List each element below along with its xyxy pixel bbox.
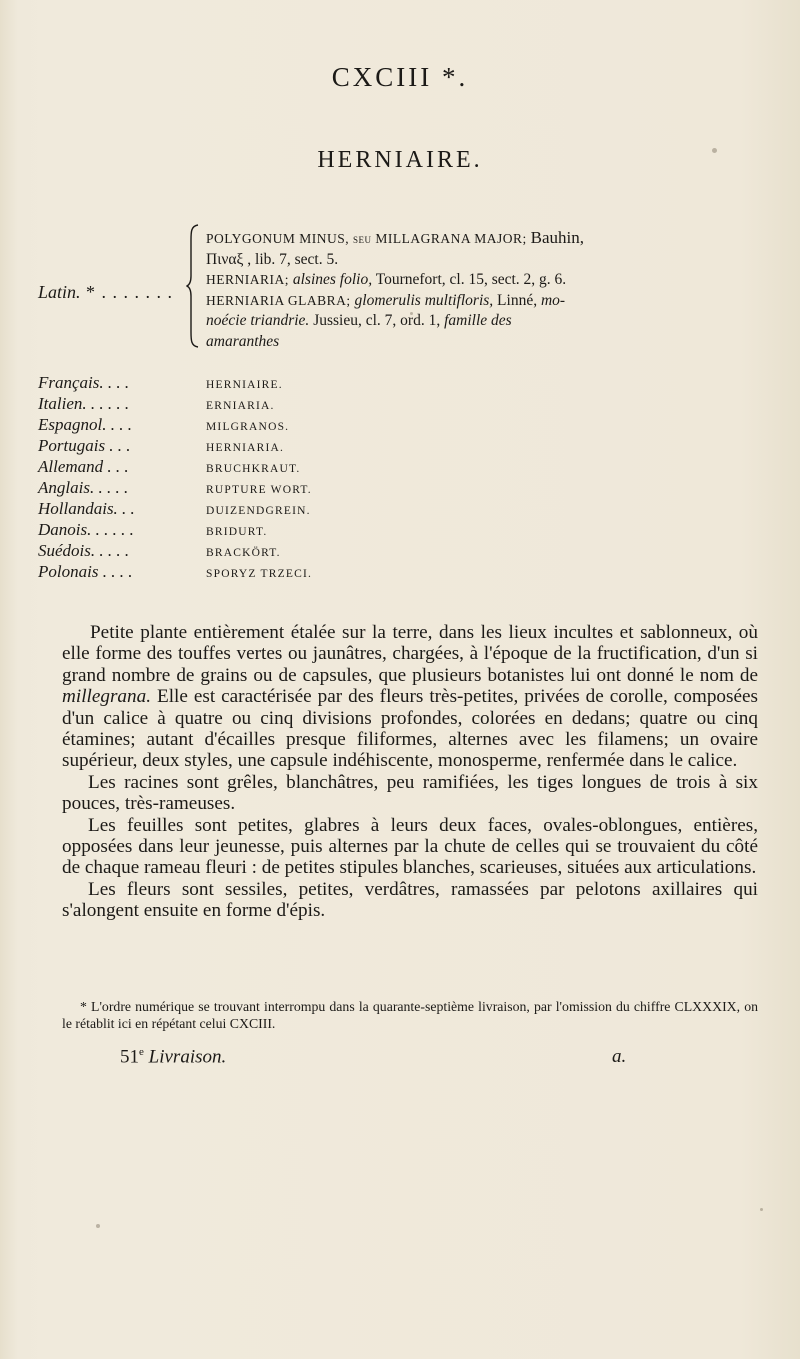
list-item: [38, 414, 458, 435]
latin-synonym: POLYGONUM MINUS, seu MILLAGRANA MAJOR;: [206, 231, 531, 246]
latin-epithet: glomerulis multifloris,: [354, 291, 494, 309]
language-label: Polonais . . . .: [38, 562, 133, 581]
latin-line: [206, 250, 766, 271]
vernacular-name: ERNIARIA.: [206, 400, 275, 412]
paper-speck: [410, 312, 413, 315]
latin-epithet: mo-: [540, 291, 566, 309]
latin-label: [38, 282, 173, 303]
signature-mark: a.: [612, 1046, 627, 1067]
latin-epithet: alsines folio,: [292, 271, 373, 288]
livraison-footer: [120, 1046, 226, 1068]
livraison-number: 51: [120, 1046, 139, 1068]
latin-line: [206, 332, 766, 353]
list-item: [38, 540, 458, 561]
latin-reference: Πιναξ , lib. 7, sect. 5.: [206, 250, 339, 268]
vernacular-name: BRUCHKRAUT.: [206, 463, 301, 475]
latin-synonym: HERNIARIA GLABRA;: [206, 292, 355, 308]
latin-epithet: noécie triandrie.: [206, 312, 310, 329]
language-label: Portugais . . .: [38, 436, 131, 455]
brace-icon: [186, 224, 200, 348]
language-label: Allemand . . .: [38, 457, 129, 476]
latin-line: [206, 228, 766, 250]
vernacular-names-list: [38, 372, 458, 582]
paragraph: [62, 622, 758, 772]
list-item: [38, 477, 458, 498]
list-item: [38, 519, 458, 540]
livraison-number-suffix: e: [139, 1046, 144, 1058]
vernacular-name: HERNIARIA.: [206, 442, 285, 454]
vernacular-name: SPORYZ TRZECI.: [206, 568, 313, 580]
vernacular-name: BRACKÖRT.: [206, 547, 281, 559]
paragraph-text: Elle est caractérisée par des fleurs très-petites, privées de corolle, composées d'un calice à quatre ou cinq divisions profondes, colorées en dedans; quatre ou cinq étamines; autant d'écailles presque filiformes, alternes avec les filamens; un ovaire supérieur, deux styles, une capsule indéhiscente, monosperme, renfermée dans le calice.: [62, 686, 758, 772]
livraison-label: Livraison.: [148, 1046, 227, 1068]
paragraph: Les feuilles sont petites, glabres à leurs deux faces, ovales-oblongues, entières, opposées dans leur jeunesse, puis alternes par la chute de celles qui se trouvaient du côté de chaque rameau fleuri : de petites stipules blanches, scarieuses, situées aux articulations.: [62, 814, 758, 879]
vernacular-name: MILGRANOS.: [206, 421, 290, 433]
vernacular-name: BRIDURT.: [206, 526, 268, 538]
latin-label-text: Latin.: [38, 282, 81, 302]
language-label: Hollandais. . .: [38, 499, 135, 518]
list-item: [38, 393, 458, 414]
page-title: HERNIAIRE.: [317, 147, 483, 173]
paper-speck: [96, 1224, 100, 1228]
latin-reference: Linné,: [493, 291, 541, 309]
latin-reference: Tournefort, cl. 15, sect. 2, g. 6.: [372, 271, 567, 288]
italic-term: millegrana.: [62, 686, 152, 708]
paper-speck: [712, 148, 717, 153]
paper-speck: [760, 1208, 763, 1211]
latin-line: [206, 291, 766, 312]
language-label: Suédois. . . . .: [38, 541, 130, 560]
latin-line: [206, 311, 766, 332]
paragraph-text: Petite plante entièrement étalée sur la terre, dans les lieux incultes et sablonneux, où elle forme des touffes vertes ou jaunâtres, chargées, à l'époque de la fructification, d'un si grand nombre de grains ou de capsules, que plusieurs botanistes lui ont donné le nom de: [62, 622, 758, 686]
vernacular-name: RUPTURE WORT.: [206, 484, 312, 496]
list-item: [38, 498, 458, 519]
list-item: [38, 561, 458, 582]
language-label: Danois. . . . . .: [38, 520, 134, 539]
latin-leader-dots: * . . . . . . .: [80, 282, 174, 302]
list-item: [38, 456, 458, 477]
list-item: [38, 435, 458, 456]
latin-epithet: amaranthes: [206, 332, 280, 350]
language-label: Français. . . .: [38, 373, 130, 392]
latin-synonym: HERNIARIA;: [206, 272, 293, 287]
language-label: Espagnol. . . .: [38, 415, 132, 434]
plate-number: CXCIII *.: [331, 62, 469, 92]
language-label: Italien. . . . . .: [38, 394, 130, 413]
paragraph: Les racines sont grêles, blanchâtres, peu ramifiées, les tiges longues de trois à six pouces, très-rameuses.: [62, 771, 758, 815]
vernacular-name: DUIZENDGREIN.: [206, 505, 311, 517]
paragraph: Les fleurs sont sessiles, petites, verdâtres, ramassées par pelotons axillaires qui s'alongent ensuite en forme d'épis.: [62, 878, 758, 922]
latin-line: [206, 270, 766, 291]
latin-reference: Jussieu, cl. 7, ord. 1,: [309, 312, 445, 329]
vernacular-name: HERNIAIRE.: [206, 379, 283, 391]
description-text: [62, 622, 758, 922]
footnote: * L'ordre numérique se trouvant interrompu dans la quarante-septième livraison, par l'omission du chiffre CLXXXIX, on le rétablit ici en répétant celui CXCIII.: [62, 999, 758, 1031]
language-label: Anglais. . . . .: [38, 478, 129, 497]
latin-synonymy: [206, 228, 766, 352]
latin-epithet: famille des: [444, 312, 512, 329]
latin-author: Bauhin,: [530, 228, 585, 247]
list-item: [38, 372, 458, 393]
